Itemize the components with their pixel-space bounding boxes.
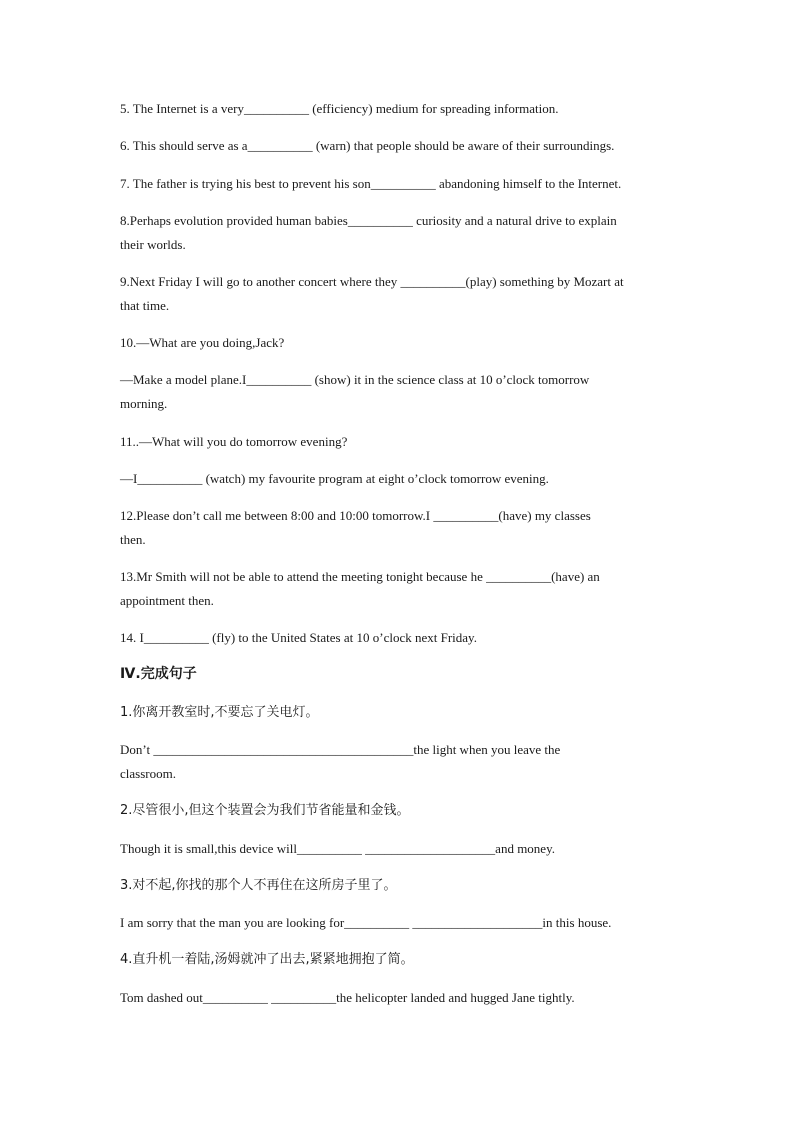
question-10-line-1: —Make a model plane.I__________ (show) it in the science class at 10 o’clock tomorrow [120, 372, 590, 387]
question-12-line-1: 12.Please don’t call me between 8:00 and 10:00 tomorrow.I __________(have) my classes [120, 508, 591, 523]
question-10-line-2: morning. [120, 396, 168, 411]
sentence-2-answer: Though it is small,this device will__________ ____________________and money. [120, 841, 555, 856]
question-5: 5. The Internet is a very__________ (efficiency) medium for spreading information. [120, 101, 559, 116]
question-12-line-2: then. [120, 532, 146, 547]
question-10-prompt: 10.—What are you doing,Jack? [120, 335, 285, 350]
question-9-line-1: 9.Next Friday I will go to another concert where they __________(play) something by Mozart at [120, 274, 624, 289]
question-8-line-2: their worlds. [120, 237, 186, 252]
question-11-prompt: 11..—What will you do tomorrow evening? [120, 434, 348, 449]
sentence-4-prompt: 4.直升机一着陆,汤姆就冲了出去,紧紧地拥抱了简。 [120, 952, 414, 967]
question-6: 6. This should serve as a__________ (warn) that people should be aware of their surroundings. [120, 138, 615, 153]
sentence-3-answer: I am sorry that the man you are looking for__________ ____________________in this house. [120, 915, 612, 930]
sentence-1-line-2: classroom. [120, 766, 176, 781]
sentence-2-prompt: 2.尽管很小,但这个装置会为我们节省能量和金钱。 [120, 803, 410, 818]
section-heading: Ⅳ.完成句子 [120, 666, 197, 682]
question-13-line-1: 13.Mr Smith will not be able to attend the meeting tonight because he __________(have) an [120, 569, 600, 584]
sentence-3-prompt: 3.对不起,你找的那个人不再住在这所房子里了。 [120, 878, 397, 893]
sentence-4-answer: Tom dashed out__________ __________the helicopter landed and hugged Jane tightly. [120, 990, 575, 1005]
question-13-line-2: appointment then. [120, 593, 214, 608]
sentence-1-line-1: Don’t ________________________________________the light when you leave the [120, 742, 561, 757]
question-7: 7. The father is trying his best to prevent his son__________ abandoning himself to the Internet. [120, 176, 622, 191]
question-8-line-1: 8.Perhaps evolution provided human babies__________ curiosity and a natural drive to explain [120, 213, 617, 228]
sentence-1-prompt: 1.你离开教室时,不要忘了关电灯。 [120, 705, 319, 720]
question-11-answer: —I__________ (watch) my favourite program at eight o’clock tomorrow evening. [120, 471, 549, 486]
question-9-line-2: that time. [120, 298, 170, 313]
question-14: 14. I__________ (fly) to the United States at 10 o’clock next Friday. [120, 630, 477, 645]
